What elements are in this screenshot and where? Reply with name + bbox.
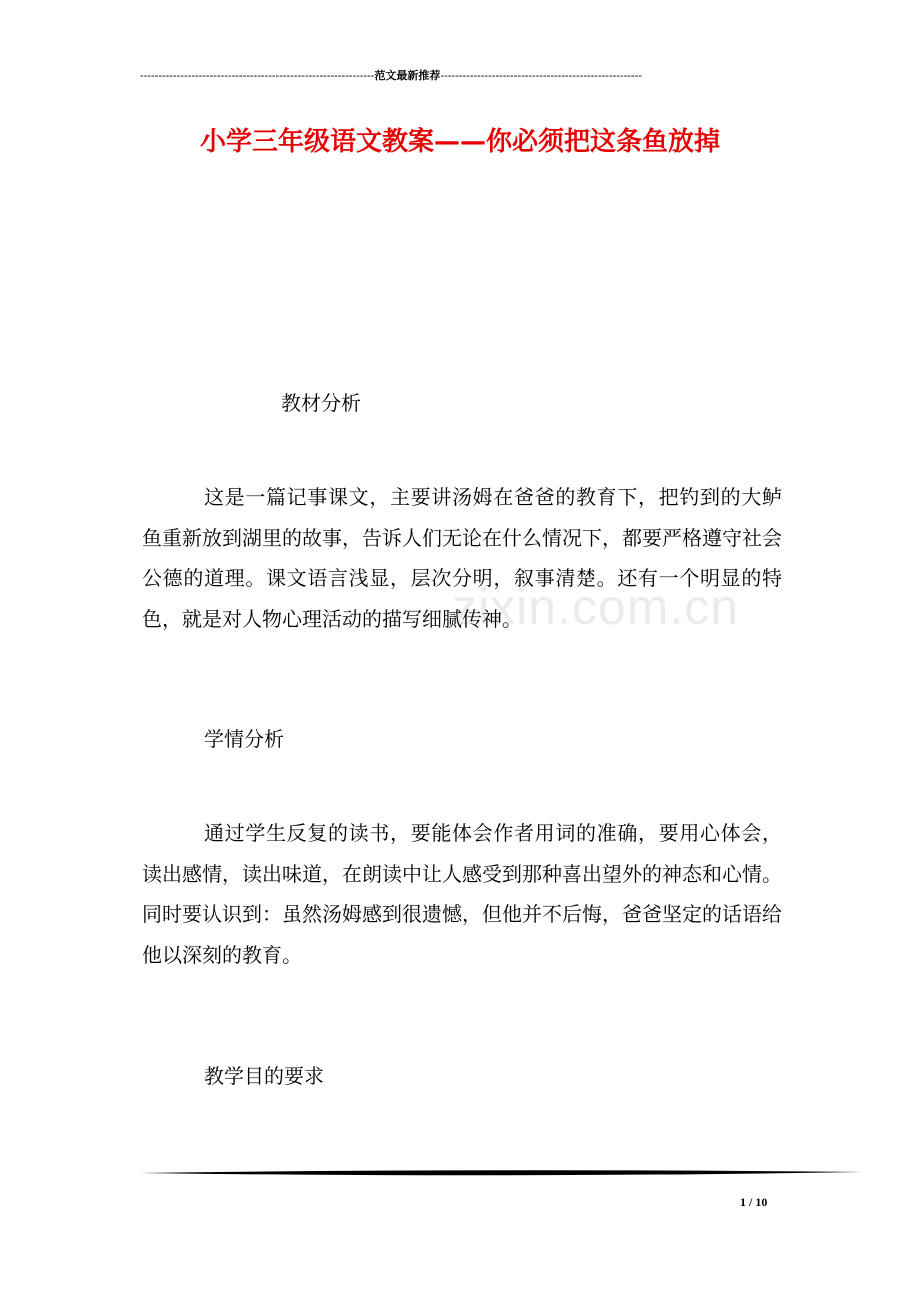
section-heading-learning-analysis: 学情分析: [204, 727, 284, 751]
document-title: 小学三年级语文教案——你必须把这条鱼放掉: [199, 127, 720, 157]
header-label: 范文最新推荐: [374, 70, 441, 82]
footer-rule: [140, 1166, 862, 1180]
paragraph-textbook-analysis: 这是一篇记事课文，主要讲汤姆在爸爸的教育下，把钓到的大鲈鱼重新放到湖里的故事，告诉人们无论在什么情况下，都要严格遵守社会公德的道理。课文语言浅显，层次分明，叙事清楚。还有一个明显的特色，就是对人物心理活动的描写细腻传神。: [142, 485, 782, 631]
page-number: 1 / 10: [740, 1195, 768, 1209]
page-header: [140, 69, 770, 83]
header-dashes-left: ----------------------------------------------------------------: [140, 70, 375, 82]
watermark-text: zixin.com.cn: [452, 579, 740, 635]
header-dashes-right: -------------------------------------------------------: [440, 70, 642, 82]
section-heading-teaching-goals: 教学目的要求: [204, 1064, 324, 1088]
section-heading-textbook-analysis: 教材分析: [281, 391, 361, 415]
paragraph-learning-analysis: 通过学生反复的读书，要能体会作者用词的准确，要用心体会，读出感情，读出味道，在朗读中让人感受到那种喜出望外的神态和心情。同时要认识到：虽然汤姆感到很遗憾，但他并不后悔，爸爸坚定的话语给他以深刻的教育。: [142, 821, 782, 967]
